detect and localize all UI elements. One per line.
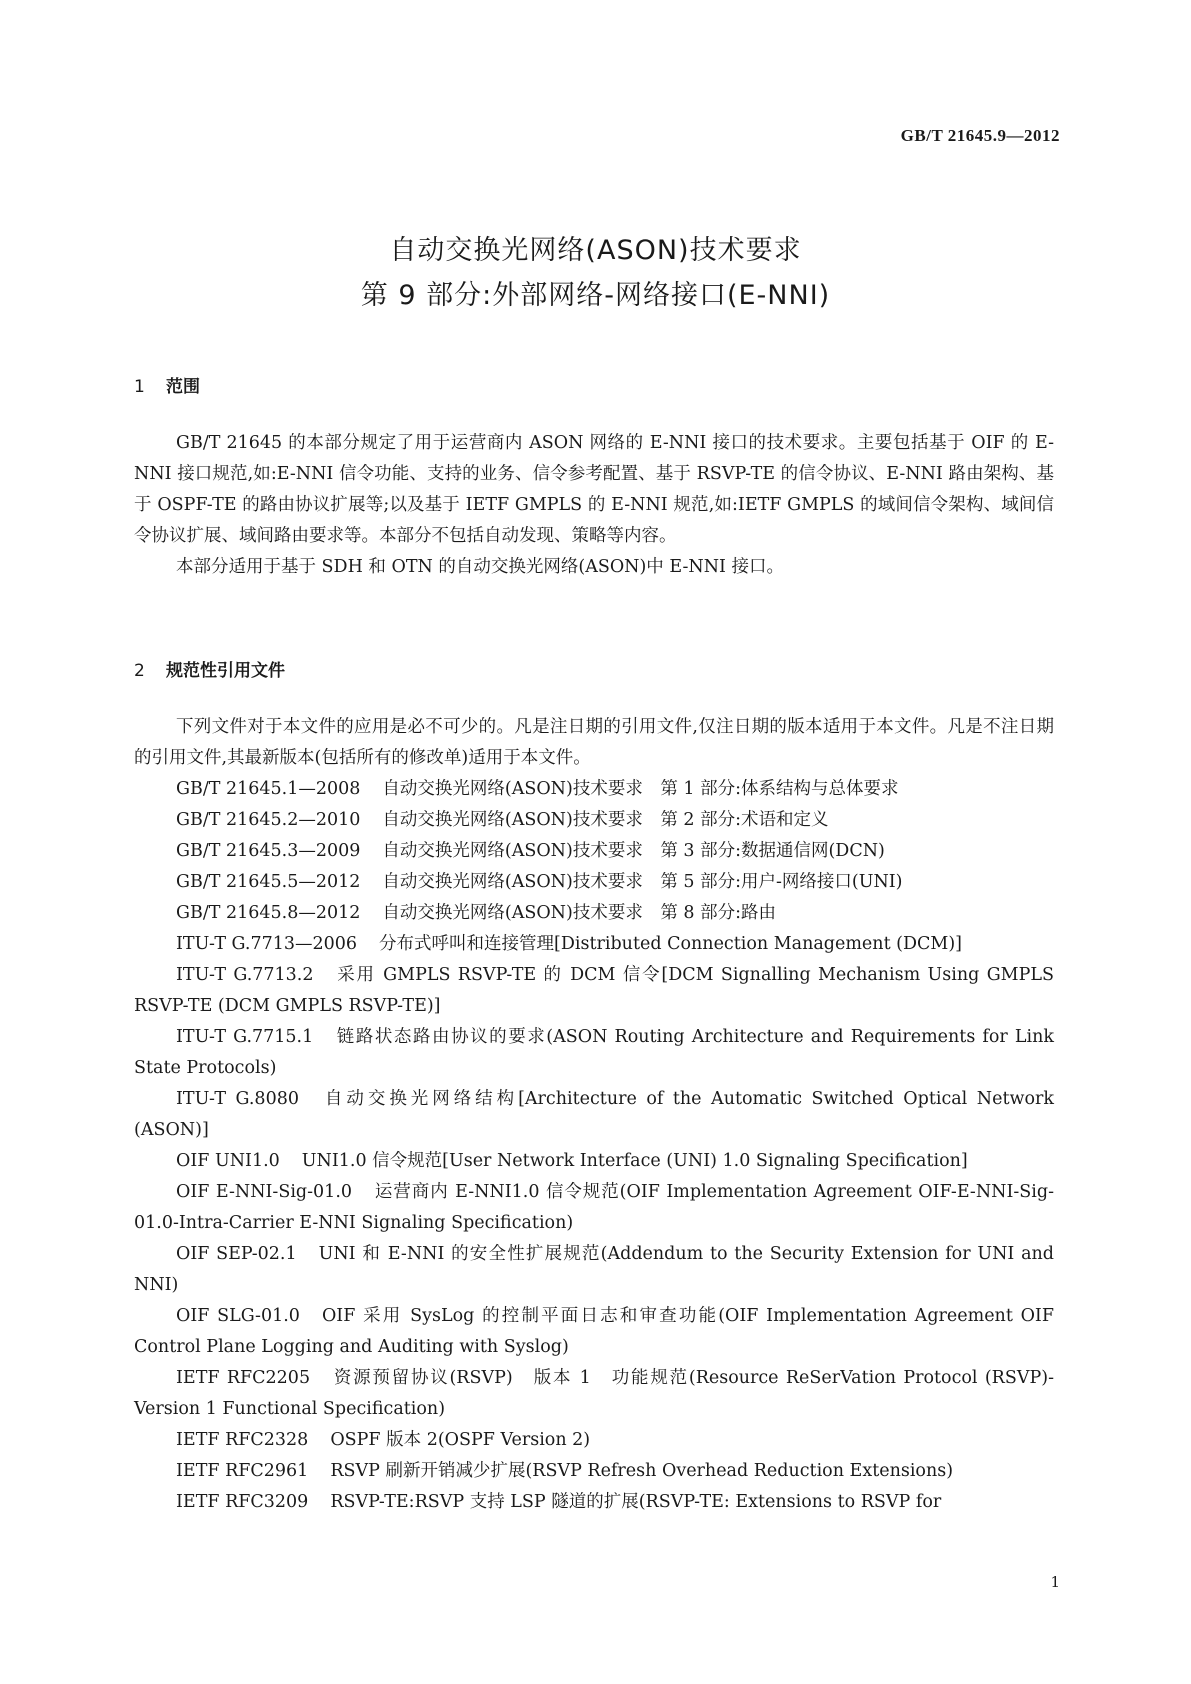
reference-item: [134, 1301, 1054, 1363]
reference-code: ITU-T G.7713—2006: [176, 934, 358, 954]
reference-title: 自动交换光网络(ASON)技术要求 第 1 部分:体系结构与总体要求: [382, 779, 899, 799]
section-1-title: 范围: [166, 377, 200, 397]
reference-title: 资源预留协议(RSVP) 版本 1 功能规范(Resource ReSerVation Protocol (RSVP)-Version 1 Functional Specification): [134, 1368, 1055, 1419]
reference-title: 自动交换光网络(ASON)技术要求 第 8 部分:路由: [382, 903, 776, 923]
section-2-title: 规范性引用文件: [166, 661, 285, 681]
reference-code: OIF E-NNI-Sig-01.0: [176, 1182, 353, 1202]
scope-paragraph: GB/T 21645 的本部分规定了用于运营商内 ASON 网络的 E-NNI 接口的技术要求。主要包括基于 OIF 的 E-NNI 接口规范,如:E-NNI 信令功能、支持的业务、信令参考配置、基于 RSVP-TE 的信令协议、E-NNI 路由架构、基于 OSPF-TE 的路由协议扩展等;以及基于 IETF GMPLS 的 E-NNI 规范,如:IETF GMPLS 的域间信令架构、域间信令协议扩展、域间路由要求等。本部分不包括自动发现、策略等内容。: [134, 433, 1054, 546]
reference-item: [134, 1239, 1054, 1301]
reference-item: [134, 960, 1054, 1022]
standard-number: GB/T 21645.9—2012: [900, 126, 1060, 145]
reference-title: OIF 采用 SysLog 的控制平面日志和审查功能(OIF Implementation Agreement OIF Control Plane Logging and Auditing with Syslog): [134, 1306, 1054, 1357]
reference-list: [134, 774, 1054, 1518]
document-title-line2: 第 9 部分:外部网络-网络接口(E-NNI): [360, 280, 831, 311]
reference-title: 运营商内 E-NNI1.0 信令规范(OIF Implementation Agreement OIF-E-NNI-Sig-01.0-Intra-Carrier E-NNI Signaling Specification): [134, 1182, 1054, 1233]
reference-code: GB/T 21645.8—2012: [176, 903, 361, 923]
section-1-number: 1: [134, 377, 145, 397]
reference-item: [134, 836, 1054, 867]
page-number: 1: [1050, 1573, 1060, 1591]
section-2-body: [134, 712, 1054, 1518]
reference-item: [134, 1177, 1054, 1239]
section-1-heading: [134, 372, 200, 397]
reference-code: IETF RFC2961: [176, 1461, 309, 1481]
reference-item: [134, 1146, 1054, 1177]
reference-title: 采用 GMPLS RSVP-TE 的 DCM 信令[DCM Signalling Mechanism Using GMPLS RSVP-TE (DCM GMPLS RSVP-TE)]: [134, 965, 1054, 1016]
reference-item: [134, 867, 1054, 898]
reference-title: RSVP 刷新开销减少扩展(RSVP Refresh Overhead Reduction Extensions): [330, 1461, 954, 1481]
reference-item: [134, 898, 1054, 929]
reference-code: IETF RFC2205: [176, 1368, 311, 1388]
reference-code: OIF SEP-02.1: [176, 1244, 297, 1264]
reference-code: IETF RFC3209: [176, 1492, 309, 1512]
reference-code: IETF RFC2328: [176, 1430, 309, 1450]
section-2-heading: [134, 656, 285, 681]
reference-code: GB/T 21645.1—2008: [176, 779, 361, 799]
reference-title: 链路状态路由协议的要求(ASON Routing Architecture and Requirements for Link State Protocols): [134, 1027, 1054, 1078]
reference-title: RSVP-TE:RSVP 支持 LSP 隧道的扩展(RSVP-TE: Extensions to RSVP for: [330, 1492, 942, 1512]
references-intro: 下列文件对于本文件的应用是必不可少的。凡是注日期的引用文件,仅注日期的版本适用于本文件。凡是不注日期的引用文件,其最新版本(包括所有的修改单)适用于本文件。: [134, 717, 1054, 768]
reference-item: [134, 929, 1054, 960]
reference-code: OIF UNI1.0: [176, 1151, 280, 1171]
reference-item: [134, 1456, 1054, 1487]
reference-code: GB/T 21645.2—2010: [176, 810, 361, 830]
reference-title: 自动交换光网络(ASON)技术要求 第 3 部分:数据通信网(DCN): [382, 841, 885, 861]
reference-item: [134, 774, 1054, 805]
reference-item: [134, 805, 1054, 836]
scope-paragraph: 本部分适用于基于 SDH 和 OTN 的自动交换光网络(ASON)中 E-NNI 接口。: [176, 557, 784, 577]
reference-title: 分布式呼叫和连接管理[Distributed Connection Management (DCM)]: [379, 934, 962, 954]
reference-code: GB/T 21645.3—2009: [176, 841, 361, 861]
reference-title: 自动交换光网络(ASON)技术要求 第 5 部分:用户-网络接口(UNI): [382, 872, 903, 892]
reference-title: OSPF 版本 2(OSPF Version 2): [330, 1430, 591, 1450]
reference-item: [134, 1487, 1054, 1518]
reference-code: OIF SLG-01.0: [176, 1306, 300, 1326]
reference-title: 自动交换光网络结构[Architecture of the Automatic Switched Optical Network (ASON)]: [134, 1089, 1054, 1140]
reference-title: UNI1.0 信令规范[User Network Interface (UNI) 1.0 Signaling Specification]: [301, 1151, 968, 1171]
reference-code: ITU-T G.8080: [176, 1089, 299, 1109]
section-1-body: [134, 428, 1054, 583]
reference-title: 自动交换光网络(ASON)技术要求 第 2 部分:术语和定义: [382, 810, 829, 830]
document-title-line1: 自动交换光网络(ASON)技术要求: [389, 235, 802, 266]
reference-item: [134, 1022, 1054, 1084]
reference-code: GB/T 21645.5—2012: [176, 872, 361, 892]
reference-item: [134, 1084, 1054, 1146]
reference-code: ITU-T G.7715.1: [176, 1027, 314, 1047]
reference-title: UNI 和 E-NNI 的安全性扩展规范(Addendum to the Security Extension for UNI and NNI): [134, 1244, 1054, 1295]
reference-item: [134, 1425, 1054, 1456]
reference-item: [134, 1363, 1054, 1425]
section-2-number: 2: [134, 661, 145, 681]
reference-code: ITU-T G.7713.2: [176, 965, 314, 985]
